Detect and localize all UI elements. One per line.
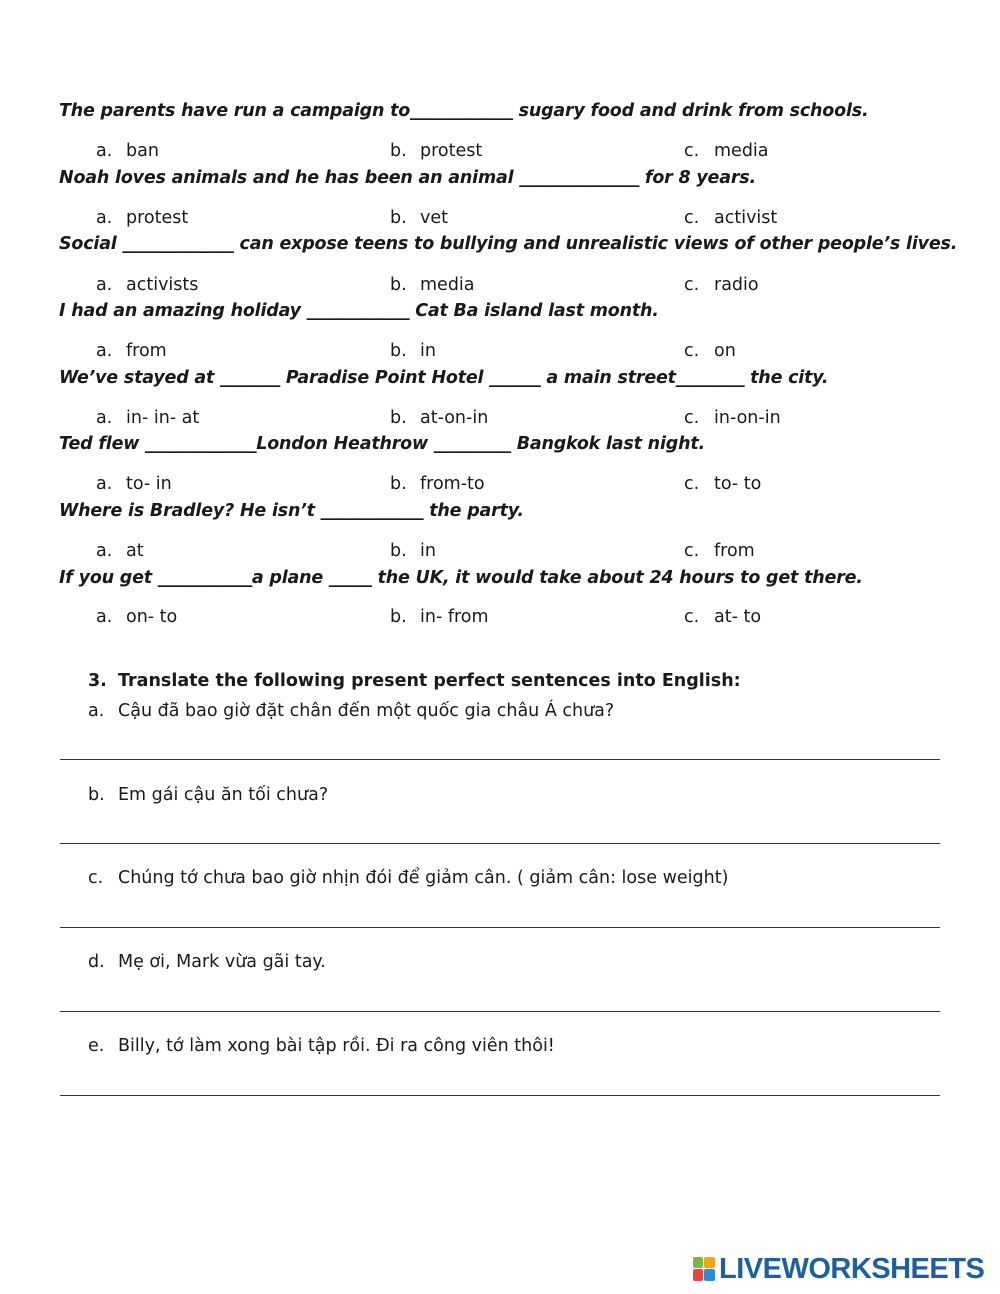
logo-text: LIVEWORKSHEETS (719, 1252, 985, 1285)
option-letter: b. (390, 208, 407, 228)
option-a (96, 141, 159, 161)
question-2-text: Noah loves animals and he has been an animal ______________ for 8 years. (59, 168, 756, 188)
option-c (684, 474, 761, 494)
option-letter: b. (390, 141, 407, 161)
option-letter: c. (684, 141, 700, 161)
item-letter: c. (88, 868, 104, 888)
option-text: at-on-in (420, 408, 489, 428)
option-b (390, 474, 485, 494)
option-letter: c. (684, 275, 700, 295)
option-letter: b. (390, 408, 407, 428)
item-text: Chúng tớ chưa bao giờ nhịn đói để giảm cân. ( giảm cân: lose weight) (118, 868, 729, 888)
option-text: in-on-in (714, 408, 781, 428)
option-text: in (420, 541, 436, 561)
option-text: from (714, 541, 755, 561)
liveworksheets-logo (693, 1252, 984, 1286)
option-letter: c. (684, 208, 700, 228)
option-letter: c. (684, 341, 700, 361)
answer-line-b[interactable] (60, 843, 940, 844)
option-a (96, 208, 188, 228)
option-letter: b. (390, 474, 407, 494)
option-a (96, 408, 199, 428)
question-1-text: The parents have run a campaign to____________ sugary food and drink from schools. (59, 101, 869, 121)
option-a (96, 474, 172, 494)
option-c (684, 607, 761, 627)
option-letter: c. (684, 408, 700, 428)
question-8-options (0, 607, 1000, 631)
option-text: at (126, 541, 144, 561)
option-c (684, 341, 736, 361)
question-1-options (0, 141, 1000, 165)
item-letter: d. (88, 952, 105, 972)
section-title: Translate the following present perfect sentences into English: (118, 671, 741, 691)
translation-item-e (88, 1036, 555, 1056)
option-b (390, 607, 489, 627)
question-7-text: Where is Bradley? He isn’t ____________ the party. (59, 501, 524, 521)
option-c (684, 208, 777, 228)
question-6-text: Ted flew _____________London Heathrow _________ Bangkok last night. (59, 434, 705, 454)
option-letter: a. (96, 408, 113, 428)
option-c (684, 541, 755, 561)
option-text: to- to (714, 474, 762, 494)
option-text: vet (420, 208, 448, 228)
translation-item-d (88, 952, 326, 972)
option-a (96, 341, 167, 361)
option-text: on (714, 341, 736, 361)
option-letter: b. (390, 341, 407, 361)
option-letter: a. (96, 541, 113, 561)
option-letter: b. (390, 607, 407, 627)
option-a (96, 607, 177, 627)
translation-item-a (88, 701, 614, 721)
option-letter: a. (96, 607, 113, 627)
item-text: Cậu đã bao giờ đặt chân đến một quốc gia châu Á chưa? (118, 701, 615, 721)
translation-item-b (88, 785, 328, 805)
option-a (96, 275, 198, 295)
answer-line-a[interactable] (60, 759, 940, 760)
question-3-text: Social _____________ can expose teens to bullying and unrealistic views of other people’s lives. (59, 234, 958, 254)
item-text: Mẹ ơi, Mark vừa gãi tay. (118, 952, 326, 972)
option-text: from (126, 341, 167, 361)
option-text: at- to (714, 607, 762, 627)
option-b (390, 341, 436, 361)
option-text: in- from (420, 607, 489, 627)
option-b (390, 208, 448, 228)
question-5-options (0, 408, 1000, 432)
option-letter: c. (684, 607, 700, 627)
item-letter: b. (88, 785, 105, 805)
option-text: activists (126, 275, 199, 295)
option-letter: b. (390, 275, 407, 295)
option-letter: c. (684, 474, 700, 494)
option-c (684, 275, 759, 295)
option-text: protest (420, 141, 483, 161)
option-text: from-to (420, 474, 485, 494)
option-text: on- to (126, 607, 178, 627)
question-6-options (0, 474, 1000, 498)
question-7-options (0, 541, 1000, 565)
question-3-options (0, 275, 1000, 299)
option-text: protest (126, 208, 189, 228)
option-b (390, 408, 488, 428)
option-b (390, 541, 436, 561)
item-letter: a. (88, 701, 105, 721)
option-text: in- in- at (126, 408, 200, 428)
translation-item-c (88, 868, 728, 888)
option-letter: c. (684, 541, 700, 561)
option-c (684, 408, 781, 428)
option-text: media (420, 275, 475, 295)
question-4-text: I had an amazing holiday ____________ Cat Ba island last month. (59, 301, 659, 321)
option-c (684, 141, 769, 161)
question-5-text: We’ve stayed at _______ Paradise Point Hotel ______ a main street________ the city. (59, 368, 829, 388)
option-letter: a. (96, 208, 113, 228)
item-text: Billy, tớ làm xong bài tập rồi. Đi ra công viên thôi! (118, 1036, 555, 1056)
item-text: Em gái cậu ăn tối chưa? (118, 785, 329, 805)
question-2-options (0, 208, 1000, 232)
section-number: 3. (88, 671, 107, 691)
answer-line-c[interactable] (60, 927, 940, 928)
option-b (390, 141, 482, 161)
item-letter: e. (88, 1036, 105, 1056)
section-3-heading (88, 671, 741, 691)
option-text: activist (714, 208, 778, 228)
option-text: media (714, 141, 769, 161)
option-letter: b. (390, 541, 407, 561)
option-b (390, 275, 475, 295)
question-8-text: If you get ___________a plane _____ the UK, it would take about 24 hours to get there. (59, 568, 863, 588)
option-text: in (420, 341, 436, 361)
option-letter: a. (96, 275, 113, 295)
option-a (96, 541, 144, 561)
answer-line-d[interactable] (60, 1011, 940, 1012)
question-4-options (0, 341, 1000, 365)
option-text: to- in (126, 474, 172, 494)
option-text: ban (126, 141, 159, 161)
liveworksheets-logo-icon (693, 1257, 715, 1281)
option-letter: a. (96, 341, 113, 361)
option-letter: a. (96, 141, 113, 161)
answer-line-e[interactable] (60, 1095, 940, 1096)
option-text: radio (714, 275, 759, 295)
option-letter: a. (96, 474, 113, 494)
